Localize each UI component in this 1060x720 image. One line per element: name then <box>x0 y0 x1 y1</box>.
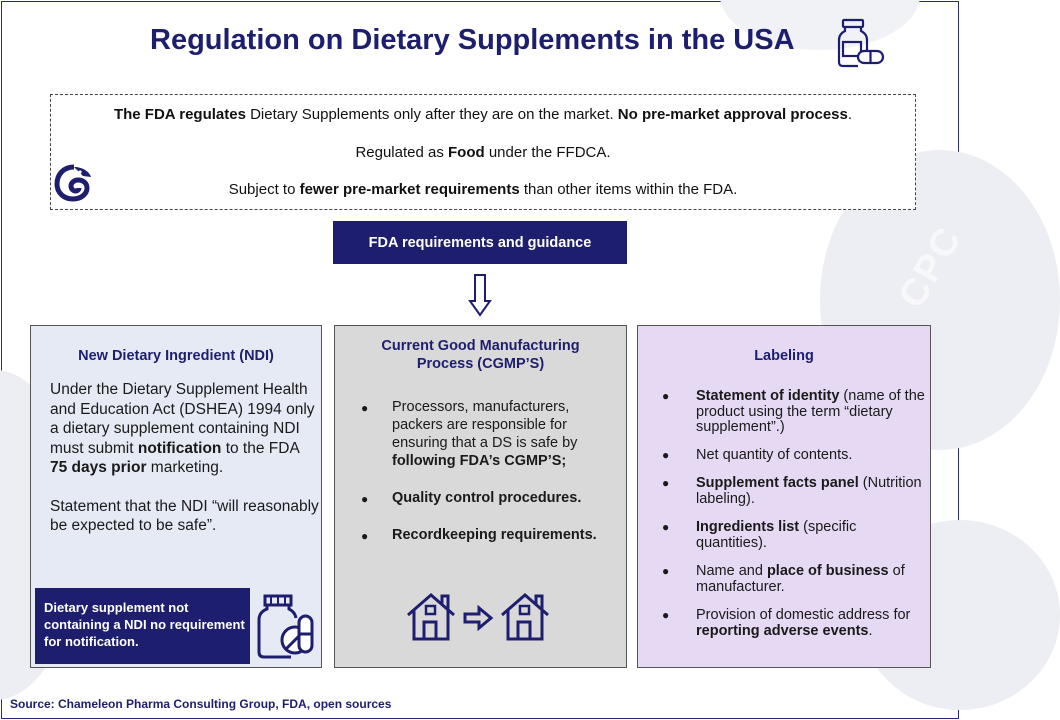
watermark-text: CPC <box>890 219 971 316</box>
cgmp-list <box>361 398 623 544</box>
list-item: ● Supplement facts panel (Nutrition labeling). <box>662 475 922 507</box>
list-item: ● Net quantity of contents. <box>662 446 853 463</box>
info-box <box>50 94 916 210</box>
fda-requirements-banner: FDA requirements and guidance <box>333 221 627 264</box>
info-line-market: The FDA regulates Dietary Supplements only after they are on the market. No pre-market approval process. <box>113 106 853 123</box>
info-line-food: Regulated as Food under the FFDCA. <box>355 144 611 161</box>
source-note: Source: Chameleon Pharma Consulting Group, FDA, open sources <box>10 697 392 711</box>
ndi-title: New Dietary Ingredient (NDI) <box>78 348 274 364</box>
ndi-panel <box>30 325 322 668</box>
list-item: ● Processors, manufacturers, packers are responsible for ensuring that a DS is safe by following FDA’s CGMP’S; <box>361 399 578 469</box>
info-line-requirements: Subject to fewer pre-market requirements than other items within the FDA. <box>228 181 738 198</box>
labeling-title: Labeling <box>754 348 814 364</box>
page-title: Regulation on Dietary Supplements in the USA <box>150 24 795 56</box>
list-item: ● Statement of identity (name of the product using the term “dietary supplement”.) <box>662 388 925 435</box>
list-item: ● Provision of domestic address for reporting adverse events. <box>662 607 911 639</box>
labeling-list <box>662 389 926 639</box>
ndi-body <box>50 380 320 555</box>
ndi-safety-paragraph: Statement that the NDI “will reasonably be expected to be safe”. <box>50 497 319 534</box>
list-item: ● Quality control procedures. <box>361 490 582 506</box>
cgmp-title: Current Good Manufacturing Process (CGMP’S) <box>381 338 580 372</box>
list-item: ● Recordkeeping requirements. <box>361 527 597 543</box>
pill-bottle-icon <box>834 18 886 70</box>
house-transfer-icon <box>405 591 555 643</box>
cgmp-panel <box>334 325 627 668</box>
list-item: ● Ingredients list (specific quantities). <box>662 519 857 551</box>
chameleon-logo-icon <box>55 165 93 201</box>
ndi-callout: Dietary supplement not containing a NDI no requirement for notification. <box>35 588 250 664</box>
list-item: ● Name and place of business of manufacturer. <box>662 563 905 595</box>
down-arrow-icon <box>469 274 491 316</box>
supplement-bottle-icon <box>255 594 319 660</box>
ndi-notification-paragraph: Under the Dietary Supplement Health and Education Act (DSHEA) 1994 only a dietary supplement containing NDI must submit notification to the FDA 75 days prior marketing. <box>50 381 315 476</box>
labeling-panel <box>637 325 931 668</box>
